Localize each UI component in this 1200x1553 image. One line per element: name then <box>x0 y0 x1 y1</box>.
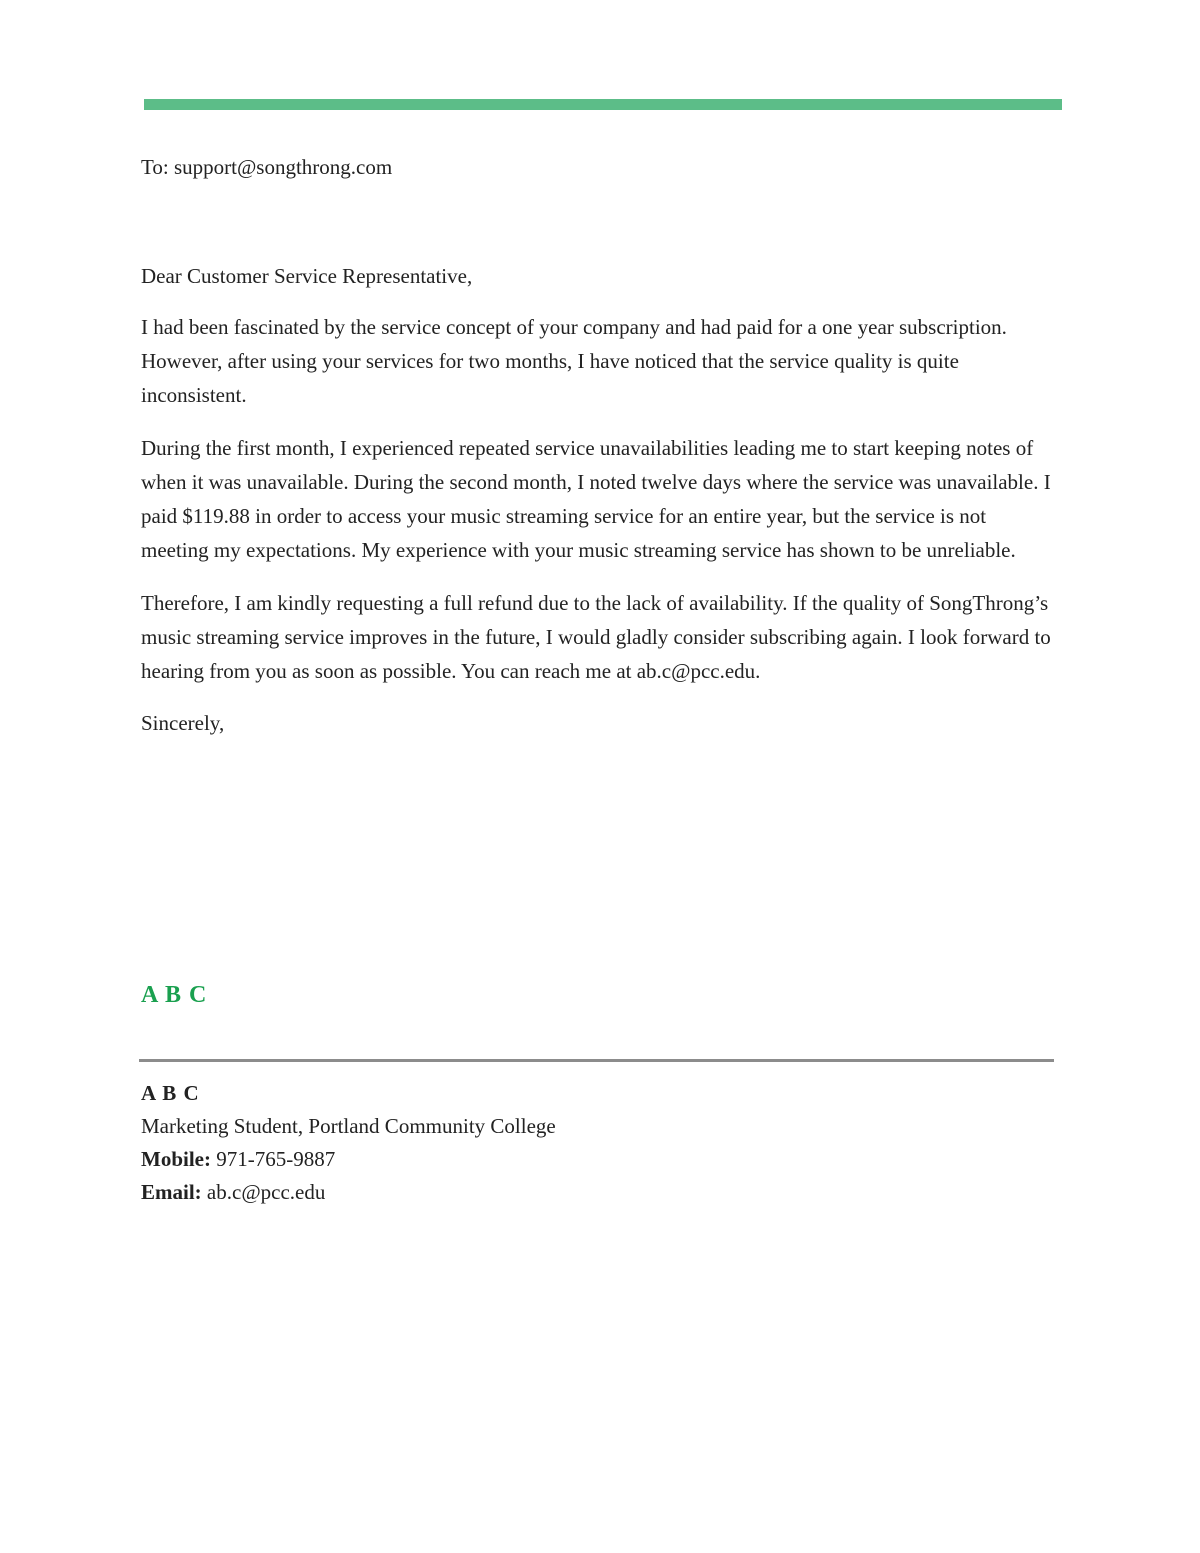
email-label: Email: <box>141 1180 202 1204</box>
contact-block <box>141 1077 556 1209</box>
mobile-label: Mobile: <box>141 1147 211 1171</box>
signature-name: A B C <box>141 982 208 1008</box>
mobile-value: 971-765-9887 <box>216 1147 336 1171</box>
email-value: ab.c@pcc.edu <box>206 1180 326 1204</box>
header-accent-bar <box>144 99 1062 110</box>
closing: Sincerely, <box>141 711 225 735</box>
salutation: Dear Customer Service Representative, <box>141 264 473 288</box>
contact-title: Marketing Student, Portland Community College <box>141 1114 556 1138</box>
paragraph: I had been fascinated by the service concept of your company and had paid for a one year subscription. However, after using your services for two months, I have noticed that the service quality is quite inconsistent. <box>141 315 1007 407</box>
paragraph: During the first month, I experienced repeated service unavailabilities leading me to start keeping notes of when it was unavailable. During the second month, I noted twelve days where the service was unavailable. I paid $119.88 in order to access your music streaming service for an entire year, but the service is not meeting my expectations. My experience with your music streaming service has shown to be unreliable. <box>141 436 1051 562</box>
contact-email <box>141 1176 556 1209</box>
contact-mobile <box>141 1143 556 1176</box>
recipient-line: To: support@songthrong.com <box>141 155 393 179</box>
letter-body <box>141 150 1051 740</box>
paragraph: Therefore, I am kindly requesting a full refund due to the lack of availability. If the quality of SongThrong’s music streaming service improves in the future, I would gladly consider subscribing again. I look forward to hearing from you as soon as possible. You can reach me at ab.c@pcc.edu. <box>141 591 1051 683</box>
signature-divider <box>139 1059 1054 1062</box>
contact-name: A B C <box>141 1081 200 1105</box>
